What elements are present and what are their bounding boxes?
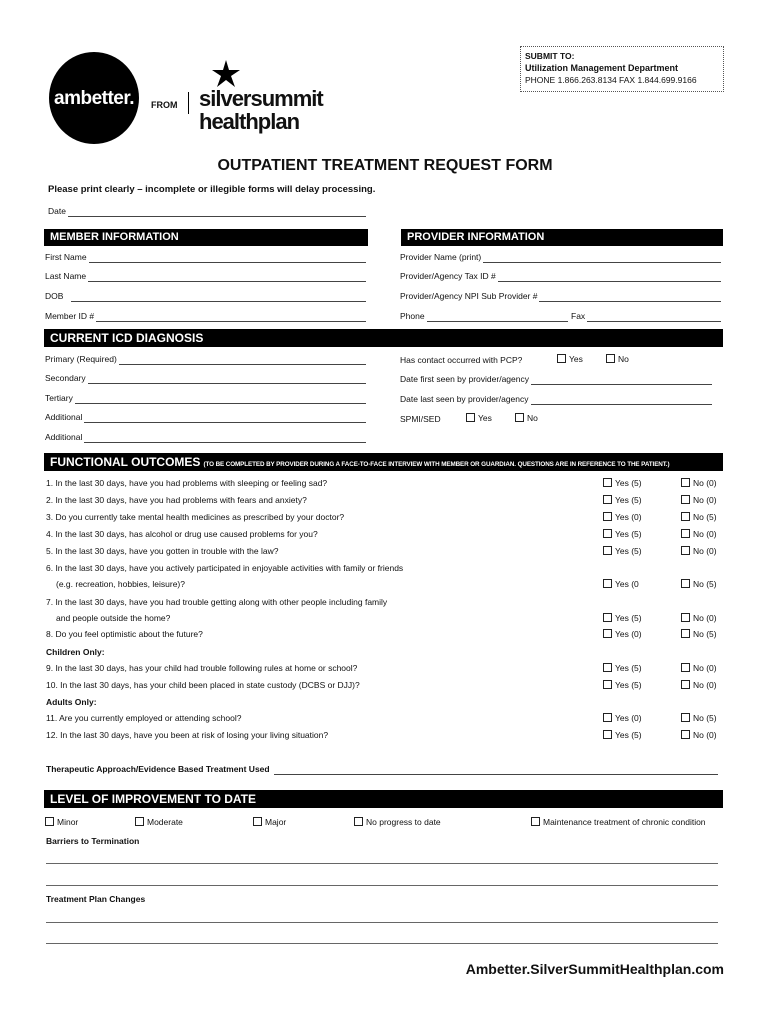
question-7-line-2: and people outside the home? bbox=[56, 613, 171, 623]
q1-yes-option[interactable] bbox=[603, 478, 642, 488]
q3-yes-checkbox[interactable] bbox=[603, 512, 612, 521]
member-info-header: MEMBER INFORMATION bbox=[44, 229, 368, 246]
date-last-seen-line[interactable] bbox=[531, 396, 712, 405]
pcp-label: Has contact occurred with PCP? bbox=[400, 355, 523, 365]
dob-field[interactable] bbox=[45, 291, 366, 302]
member-id-line[interactable] bbox=[96, 313, 366, 322]
q10-yes-option[interactable] bbox=[603, 680, 642, 690]
silversummit-logo-text: silversummit bbox=[199, 86, 323, 111]
last-name-field[interactable] bbox=[45, 271, 366, 282]
primary-dx-label: Primary (Required) bbox=[45, 354, 117, 364]
maintenance-label: Maintenance treatment of chronic condition bbox=[543, 817, 706, 827]
children-only-heading: Children Only: bbox=[46, 647, 105, 657]
member-id-label: Member ID # bbox=[45, 311, 95, 321]
therapeutic-approach-label: Therapeutic Approach/Evidence Based Treatment Used bbox=[46, 764, 270, 774]
primary-dx-line[interactable] bbox=[119, 356, 366, 365]
minor-option[interactable] bbox=[45, 817, 78, 827]
pcp-no-option[interactable] bbox=[606, 354, 629, 364]
plan-changes-line-1[interactable] bbox=[46, 921, 718, 923]
date-first-seen-field[interactable] bbox=[400, 374, 712, 385]
footer-website[interactable]: Ambetter.SilverSummitHealthplan.com bbox=[465, 961, 724, 977]
question-10: 10. In the last 30 days, has your child been placed in state custody (DCBS or DJJ)? bbox=[46, 680, 360, 690]
question-9: 9. In the last 30 days, has your child had trouble following rules at home or school? bbox=[46, 663, 358, 673]
submit-to-box bbox=[520, 46, 724, 92]
npi-field[interactable] bbox=[400, 291, 721, 302]
major-checkbox[interactable] bbox=[253, 817, 262, 826]
q8-no-label: No (5) bbox=[693, 629, 717, 639]
additional-dx-label-1: Additional bbox=[45, 412, 83, 422]
spmi-label: SPMI/SED bbox=[400, 414, 441, 424]
q6-yes-checkbox[interactable] bbox=[603, 579, 612, 588]
instruction-text: Please print clearly – incomplete or illegible forms will delay processing. bbox=[48, 184, 376, 195]
maintenance-option[interactable] bbox=[531, 817, 706, 827]
q3-yes-option[interactable] bbox=[603, 512, 642, 522]
q9-no-checkbox[interactable] bbox=[681, 663, 690, 672]
tax-id-field[interactable] bbox=[400, 271, 721, 282]
last-name-label: Last Name bbox=[45, 271, 87, 281]
q3-no-option[interactable] bbox=[681, 512, 717, 522]
q6-no-option[interactable] bbox=[681, 579, 717, 589]
q4-yes-option[interactable] bbox=[603, 529, 642, 539]
npi-line[interactable] bbox=[539, 293, 721, 302]
q6-yes-label: Yes (0 bbox=[615, 579, 639, 589]
question-11: 11. Are you currently employed or attending school? bbox=[46, 713, 242, 723]
q8-yes-option[interactable] bbox=[603, 629, 642, 639]
fax-label: Fax bbox=[571, 311, 586, 321]
provider-name-label: Provider Name (print) bbox=[400, 252, 482, 262]
q8-no-checkbox[interactable] bbox=[681, 629, 690, 638]
q10-yes-label: Yes (5) bbox=[615, 680, 642, 690]
question-4: 4. In the last 30 days, has alcohol or drug use caused problems for you? bbox=[46, 529, 318, 539]
barriers-line-2[interactable] bbox=[46, 884, 718, 886]
question-7-line-1: 7. In the last 30 days, have you had trouble getting along with other people including family bbox=[46, 597, 388, 607]
q5-no-label: No (0) bbox=[693, 546, 717, 556]
q7-no-checkbox[interactable] bbox=[681, 613, 690, 622]
first-name-field[interactable] bbox=[45, 252, 366, 263]
q5-no-option[interactable] bbox=[681, 546, 717, 556]
question-12: 12. In the last 30 days, have you been at risk of losing your living situation? bbox=[46, 730, 329, 740]
no-progress-label: No progress to date bbox=[366, 817, 441, 827]
q8-no-option[interactable] bbox=[681, 629, 717, 639]
pcp-yes-checkbox[interactable] bbox=[557, 354, 566, 363]
q5-yes-label: Yes (5) bbox=[615, 546, 642, 556]
q8-yes-checkbox[interactable] bbox=[603, 629, 612, 638]
date-last-seen-field[interactable] bbox=[400, 394, 712, 405]
secondary-dx-line[interactable] bbox=[88, 375, 366, 384]
adults-only-heading: Adults Only: bbox=[46, 697, 97, 707]
q1-yes-label: Yes (5) bbox=[615, 478, 642, 488]
healthplan-logo-text: healthplan bbox=[199, 109, 300, 134]
fax-line[interactable] bbox=[587, 313, 721, 322]
q2-no-label: No (0) bbox=[693, 495, 717, 505]
first-name-label: First Name bbox=[45, 252, 87, 262]
level-of-improvement-header: LEVEL OF IMPROVEMENT TO DATE bbox=[44, 790, 723, 808]
q12-yes-checkbox[interactable] bbox=[603, 730, 612, 739]
question-1: 1. In the last 30 days, have you had problems with sleeping or feeling sad? bbox=[46, 478, 328, 488]
tertiary-dx-field[interactable] bbox=[45, 393, 366, 404]
q6-yes-option[interactable] bbox=[603, 579, 639, 589]
ambetter-logo-text: ambetter. bbox=[54, 88, 134, 109]
additional-dx-field-2[interactable] bbox=[45, 432, 366, 443]
q6-no-checkbox[interactable] bbox=[681, 579, 690, 588]
moderate-checkbox[interactable] bbox=[135, 817, 144, 826]
q7-no-label: No (0) bbox=[693, 613, 717, 623]
q7-yes-option[interactable] bbox=[603, 613, 642, 623]
q12-yes-option[interactable] bbox=[603, 730, 642, 740]
date-label: Date bbox=[48, 206, 66, 216]
q2-yes-checkbox[interactable] bbox=[603, 495, 612, 504]
question-6-line-1: 6. In the last 30 days, have you actively participated in enjoyable activities with family or friends bbox=[46, 563, 404, 573]
date-first-seen-label: Date first seen by provider/agency bbox=[400, 374, 529, 384]
functional-outcomes-note: (TO BE COMPLETED BY PROVIDER DURING A FACE-TO-FACE INTERVIEW WITH MEMBER OR GUARDIAN. QUESTIONS ARE IN REFERENCE TO THE PATIENT.) bbox=[203, 461, 670, 468]
major-option[interactable] bbox=[253, 817, 286, 827]
q2-no-option[interactable] bbox=[681, 495, 717, 505]
q12-yes-label: Yes (5) bbox=[615, 730, 642, 740]
member-id-field[interactable] bbox=[45, 311, 366, 322]
spmi-yes-option[interactable] bbox=[466, 413, 492, 423]
q5-yes-checkbox[interactable] bbox=[603, 546, 612, 555]
q4-yes-label: Yes (5) bbox=[615, 529, 642, 539]
q10-no-label: No (0) bbox=[693, 680, 717, 690]
secondary-dx-field[interactable] bbox=[45, 373, 366, 384]
spmi-yes-checkbox[interactable] bbox=[466, 413, 475, 422]
q5-no-checkbox[interactable] bbox=[681, 546, 690, 555]
tertiary-dx-label: Tertiary bbox=[45, 393, 73, 403]
dob-line[interactable] bbox=[71, 293, 366, 302]
q4-no-label: No (0) bbox=[693, 529, 717, 539]
minor-checkbox[interactable] bbox=[45, 817, 54, 826]
q9-no-option[interactable] bbox=[681, 663, 717, 673]
provider-name-line[interactable] bbox=[483, 254, 721, 263]
q10-yes-checkbox[interactable] bbox=[603, 680, 612, 689]
plan-changes-line-2[interactable] bbox=[46, 942, 718, 944]
provider-info-header: PROVIDER INFORMATION bbox=[401, 229, 723, 246]
q11-yes-checkbox[interactable] bbox=[603, 713, 612, 722]
last-name-line[interactable] bbox=[88, 273, 366, 282]
q9-yes-option[interactable] bbox=[603, 663, 642, 673]
question-2: 2. In the last 30 days, have you had problems with fears and anxiety? bbox=[46, 495, 307, 505]
q1-yes-checkbox[interactable] bbox=[603, 478, 612, 487]
date-input-line[interactable] bbox=[68, 208, 366, 217]
q2-yes-option[interactable] bbox=[603, 495, 642, 505]
pcp-no-checkbox[interactable] bbox=[606, 354, 615, 363]
functional-outcomes-title: FUNCTIONAL OUTCOMES bbox=[50, 455, 201, 469]
q11-no-option[interactable] bbox=[681, 713, 717, 723]
q4-no-option[interactable] bbox=[681, 529, 717, 539]
q7-yes-checkbox[interactable] bbox=[603, 613, 612, 622]
barriers-heading: Barriers to Termination bbox=[46, 836, 140, 846]
pcp-yes-label: Yes bbox=[569, 354, 583, 364]
q3-no-checkbox[interactable] bbox=[681, 512, 690, 521]
phone-field[interactable] bbox=[400, 311, 568, 322]
q12-no-checkbox[interactable] bbox=[681, 730, 690, 739]
q9-yes-label: Yes (5) bbox=[615, 663, 642, 673]
pcp-no-label: No bbox=[618, 354, 629, 364]
tertiary-dx-line[interactable] bbox=[75, 395, 366, 404]
q12-no-option[interactable] bbox=[681, 730, 717, 740]
maintenance-checkbox[interactable] bbox=[531, 817, 540, 826]
q11-yes-option[interactable] bbox=[603, 713, 642, 723]
q4-yes-checkbox[interactable] bbox=[603, 529, 612, 538]
submit-heading: SUBMIT TO: bbox=[525, 51, 575, 61]
q1-no-checkbox[interactable] bbox=[681, 478, 690, 487]
primary-dx-field[interactable] bbox=[45, 354, 366, 365]
phone-line[interactable] bbox=[427, 313, 568, 322]
q11-no-checkbox[interactable] bbox=[681, 713, 690, 722]
form-title: OUTPATIENT TREATMENT REQUEST FORM bbox=[217, 157, 553, 174]
q3-yes-label: Yes (0) bbox=[615, 512, 642, 522]
therapeutic-approach-line[interactable] bbox=[274, 766, 718, 775]
q10-no-checkbox[interactable] bbox=[681, 680, 690, 689]
npi-label: Provider/Agency NPI Sub Provider # bbox=[400, 291, 538, 301]
spmi-yes-label: Yes bbox=[478, 413, 492, 423]
question-3: 3. Do you currently take mental health medicines as prescribed by your doctor? bbox=[46, 512, 345, 522]
q11-no-label: No (5) bbox=[693, 713, 717, 723]
tax-id-label: Provider/Agency Tax ID # bbox=[400, 271, 496, 281]
date-last-seen-label: Date last seen by provider/agency bbox=[400, 394, 529, 404]
q2-yes-label: Yes (5) bbox=[615, 495, 642, 505]
spmi-no-checkbox[interactable] bbox=[515, 413, 524, 422]
q9-no-label: No (0) bbox=[693, 663, 717, 673]
q8-yes-label: Yes (0) bbox=[615, 629, 642, 639]
plan-changes-heading: Treatment Plan Changes bbox=[46, 894, 146, 904]
provider-name-field[interactable] bbox=[400, 252, 721, 263]
moderate-option[interactable] bbox=[135, 817, 183, 827]
additional-dx-label-2: Additional bbox=[45, 432, 83, 442]
pcp-yes-option[interactable] bbox=[557, 354, 583, 364]
submit-contact: PHONE 1.866.263.8134 FAX 1.844.699.9166 bbox=[525, 75, 697, 85]
q9-yes-checkbox[interactable] bbox=[603, 663, 612, 672]
logo-divider bbox=[188, 92, 189, 114]
no-progress-checkbox[interactable] bbox=[354, 817, 363, 826]
q2-no-checkbox[interactable] bbox=[681, 495, 690, 504]
q6-no-label: No (5) bbox=[693, 579, 717, 589]
submit-department: Utilization Management Department bbox=[525, 63, 679, 73]
from-text: FROM bbox=[151, 100, 178, 110]
q7-no-option[interactable] bbox=[681, 613, 717, 623]
secondary-dx-label: Secondary bbox=[45, 373, 86, 383]
q4-no-checkbox[interactable] bbox=[681, 529, 690, 538]
question-5: 5. In the last 30 days, have you gotten in trouble with the law? bbox=[46, 546, 279, 556]
dob-label: DOB bbox=[45, 291, 64, 301]
q12-no-label: No (0) bbox=[693, 730, 717, 740]
icd-diagnosis-header: CURRENT ICD DIAGNOSIS bbox=[44, 329, 723, 347]
pcp-question bbox=[400, 355, 522, 365]
q10-no-option[interactable] bbox=[681, 680, 717, 690]
additional-dx-line-2[interactable] bbox=[84, 434, 366, 443]
question-6-line-2: (e.g. recreation, hobbies, leisure)? bbox=[56, 579, 185, 589]
phone-label: Phone bbox=[400, 311, 425, 321]
q1-no-option[interactable] bbox=[681, 478, 717, 488]
q5-yes-option[interactable] bbox=[603, 546, 642, 556]
spmi-no-label: No bbox=[527, 413, 538, 423]
additional-dx-field-1[interactable] bbox=[45, 412, 366, 423]
question-8: 8. Do you feel optimistic about the future? bbox=[46, 629, 203, 639]
q7-yes-label: Yes (5) bbox=[615, 613, 642, 623]
tax-id-line[interactable] bbox=[498, 273, 721, 282]
functional-outcomes-header bbox=[44, 453, 723, 471]
additional-dx-line-1[interactable] bbox=[84, 414, 366, 423]
q1-no-label: No (0) bbox=[693, 478, 717, 488]
q11-yes-label: Yes (0) bbox=[615, 713, 642, 723]
barriers-line-1[interactable] bbox=[46, 862, 718, 864]
date-first-seen-line[interactable] bbox=[531, 376, 712, 385]
therapeutic-approach-field[interactable] bbox=[46, 764, 718, 775]
fax-field[interactable] bbox=[571, 311, 721, 322]
minor-label: Minor bbox=[57, 817, 79, 827]
moderate-label: Moderate bbox=[147, 817, 183, 827]
spmi-no-option[interactable] bbox=[515, 413, 538, 423]
date-field[interactable] bbox=[48, 206, 366, 217]
major-label: Major bbox=[265, 817, 287, 827]
no-progress-option[interactable] bbox=[354, 817, 441, 827]
ambetter-logo bbox=[49, 52, 139, 144]
q3-no-label: No (5) bbox=[693, 512, 717, 522]
first-name-line[interactable] bbox=[89, 254, 366, 263]
